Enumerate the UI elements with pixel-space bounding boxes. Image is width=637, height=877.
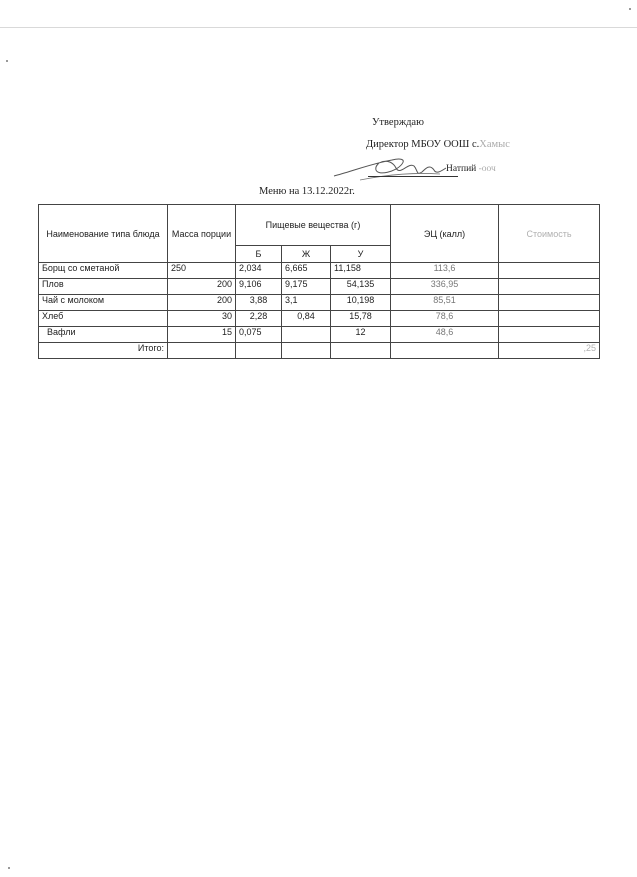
- signature-line: [368, 176, 458, 177]
- header-mass: Масса порции: [168, 205, 236, 263]
- dish-mass: 15: [168, 327, 236, 343]
- table-header-row: [39, 205, 600, 246]
- total-label: Итого:: [39, 343, 168, 359]
- signer-suffix: -ооч: [478, 164, 496, 174]
- total-carbs: [331, 343, 391, 359]
- dish-carbs: 54,135: [331, 279, 391, 295]
- header-carbs: У: [331, 246, 391, 263]
- dish-name: Вафли: [39, 327, 168, 343]
- signature-row: [318, 150, 598, 180]
- total-proteins: [236, 343, 282, 359]
- dish-cost: [499, 311, 600, 327]
- director-title-text: Директор МБОУ ООШ с.: [366, 139, 480, 150]
- table-row: [39, 263, 600, 279]
- dish-energy: 85,51: [391, 295, 499, 311]
- approve-label: Утверждаю: [372, 117, 424, 128]
- dish-cost: [499, 263, 600, 279]
- scan-edge-line: [0, 27, 637, 28]
- scan-speck: [8, 867, 10, 869]
- dish-cost: [499, 295, 600, 311]
- dish-carbs: 10,198: [331, 295, 391, 311]
- header-nutrients: Пищевые вещества (г): [236, 205, 391, 246]
- dish-name: Чай с молоком: [39, 295, 168, 311]
- dish-fats: 6,665: [282, 263, 331, 279]
- total-mass: [168, 343, 236, 359]
- dish-mass: 200: [168, 295, 236, 311]
- dish-proteins: 3,88: [236, 295, 282, 311]
- dish-cost: [499, 327, 600, 343]
- table-row: [39, 279, 600, 295]
- table-total-row: [39, 343, 600, 359]
- dish-mass: 30: [168, 311, 236, 327]
- dish-energy: 78,6: [391, 311, 499, 327]
- header-proteins: Б: [236, 246, 282, 263]
- header-energy: ЭЦ (калл): [391, 205, 499, 263]
- dish-name: Плов: [39, 279, 168, 295]
- dish-proteins: 2,28: [236, 311, 282, 327]
- director-village: Хамыс: [479, 139, 510, 150]
- dish-proteins: 0,075: [236, 327, 282, 343]
- dish-energy: 336,95: [391, 279, 499, 295]
- header-cost: Стоимость: [499, 205, 600, 263]
- director-title: [366, 139, 510, 150]
- dish-energy: 48,6: [391, 327, 499, 343]
- dish-carbs: 15,78: [331, 311, 391, 327]
- dish-fats: [282, 327, 331, 343]
- dish-mass: 200: [168, 279, 236, 295]
- dish-name: Борщ со сметаной: [39, 263, 168, 279]
- total-cost: ,25: [499, 343, 600, 359]
- total-fats: [282, 343, 331, 359]
- dish-fats: 3,1: [282, 295, 331, 311]
- dish-proteins: 9,106: [236, 279, 282, 295]
- dish-carbs: 11,158: [331, 263, 391, 279]
- dish-cost: [499, 279, 600, 295]
- menu-table: [38, 204, 600, 359]
- header-fats: Ж: [282, 246, 331, 263]
- dish-fats: 0,84: [282, 311, 331, 327]
- table-row: [39, 295, 600, 311]
- scan-speck: [6, 60, 8, 62]
- dish-fats: 9,175: [282, 279, 331, 295]
- dish-energy: 113,6: [391, 263, 499, 279]
- dish-carbs: 12: [331, 327, 391, 343]
- signer-name: [446, 164, 496, 174]
- dish-mass: 250: [168, 263, 236, 279]
- dish-name: Хлеб: [39, 311, 168, 327]
- menu-title: Меню на 13.12.2022г.: [259, 186, 355, 197]
- handwritten-signature: [330, 150, 450, 184]
- table-row: [39, 327, 600, 343]
- scan-speck: [629, 8, 631, 10]
- total-energy: [391, 343, 499, 359]
- header-dish-name: Наименование типа блюда: [39, 205, 168, 263]
- signer-name-text: Натпий: [446, 164, 477, 174]
- table-row: [39, 311, 600, 327]
- dish-proteins: 2,034: [236, 263, 282, 279]
